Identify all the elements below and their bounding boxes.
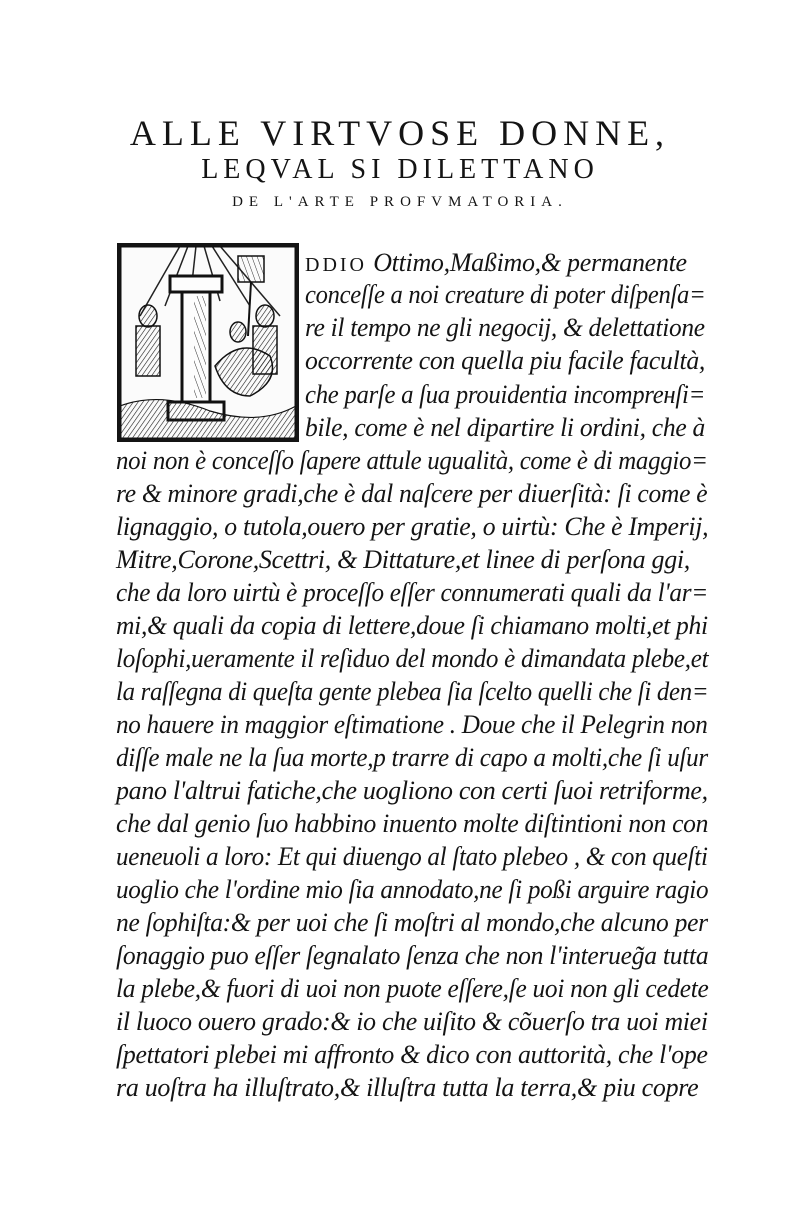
text-line: bile, come è nel dipartire li ordini, che à	[305, 413, 705, 442]
woodcut-initial-illustration	[117, 243, 299, 442]
text-line: occorrente con quella piu facile facultà,	[305, 346, 706, 375]
text-line: noi non è conceſſo ſapere attule ugualità, come è di maggio=	[116, 446, 708, 475]
text-line: ſonaggio puo eſſer ſegnalato ſenza che non l'interueg̃a tutta	[116, 941, 709, 970]
text-line: Mitre,Corone,Scettri, & Dittature,et linee di perſona ggi,	[116, 545, 691, 574]
page-subtitle-small: DE L'ARTE PROFVMATORIA.	[232, 194, 568, 210]
text-line: no hauere in maggior eſtimatione . Doue che il Pelegrin non	[116, 710, 708, 739]
text-line: ſpettatori plebei mi affronto & dico con auttorità, che l'ope	[116, 1040, 708, 1069]
text-line: la raſſegna di queſta gente plebea ſia ſcelto quelli che ſi den=	[116, 677, 709, 706]
text-line: che dal genio ſuo habbino inuento molte diſtintioni non con	[116, 809, 709, 838]
page-subtitle: LEQVAL SI DILETTANO	[201, 154, 599, 185]
text-line: il luoco ouero grado:& io che uiſito & cõuerſo tra uoi miei	[116, 1007, 708, 1036]
page-title: ALLE VIRTVOSE DONNE,	[129, 113, 671, 153]
text-line: pano l'altrui fatiche,che uogliono con certi ſuoi retriforme,	[116, 776, 708, 805]
text-line: lignaggio, o tutola,ouero per gratie, o uirtù: Che è Imperij,	[116, 512, 709, 541]
text-line: uoglio che l'ordine mio ſia annodato,ne ſi poßi arguire ragio	[116, 875, 709, 904]
text-line: ne ſophiſta:& per uoi che ſi moſtri al mondo,che alcuno per	[116, 908, 708, 937]
text-line: ra uoſtra ha illuſtrato,& illuſtra tutta la terra,& piu copre	[116, 1073, 699, 1102]
first-word-caps: DDIO	[305, 254, 367, 276]
first-line-rest: Ottimo,Maßimo,& permanente	[373, 248, 687, 277]
text-line: re il tempo ne gli negocij, & delettatione	[305, 313, 705, 342]
text-line: re & minore gradi,che è dal naſcere per diuerſità: ſi come è	[116, 479, 708, 508]
text-line: che da loro uirtù è proceſſo eſſer connumerati quali da l'ar=	[116, 578, 708, 607]
text-line-1	[305, 248, 705, 280]
text-line: ueneuoli a loro: Et qui diuengo al ſtato plebeo , & con queſti	[116, 842, 708, 871]
text-line: diſſe male ne la ſua morte,p trarre di capo a molti,che ſi uſur	[116, 743, 708, 772]
text-line: loſophi,ueramente il reſiduo del mondo è dimandata plebe,et	[116, 644, 709, 673]
text-line: che parſe a ſua prouidentia incompreнſi=	[305, 380, 706, 409]
text-line: la plebe,& fuori di uoi non puote eſſere,ſe uoi non gli cedete	[116, 974, 709, 1003]
text-line: mi,& quali da copia di lettere,doue ſi chiamano molti,et phi	[116, 611, 708, 640]
text-line: conceſſe a noi creature di poter diſpenſa=	[305, 280, 706, 309]
